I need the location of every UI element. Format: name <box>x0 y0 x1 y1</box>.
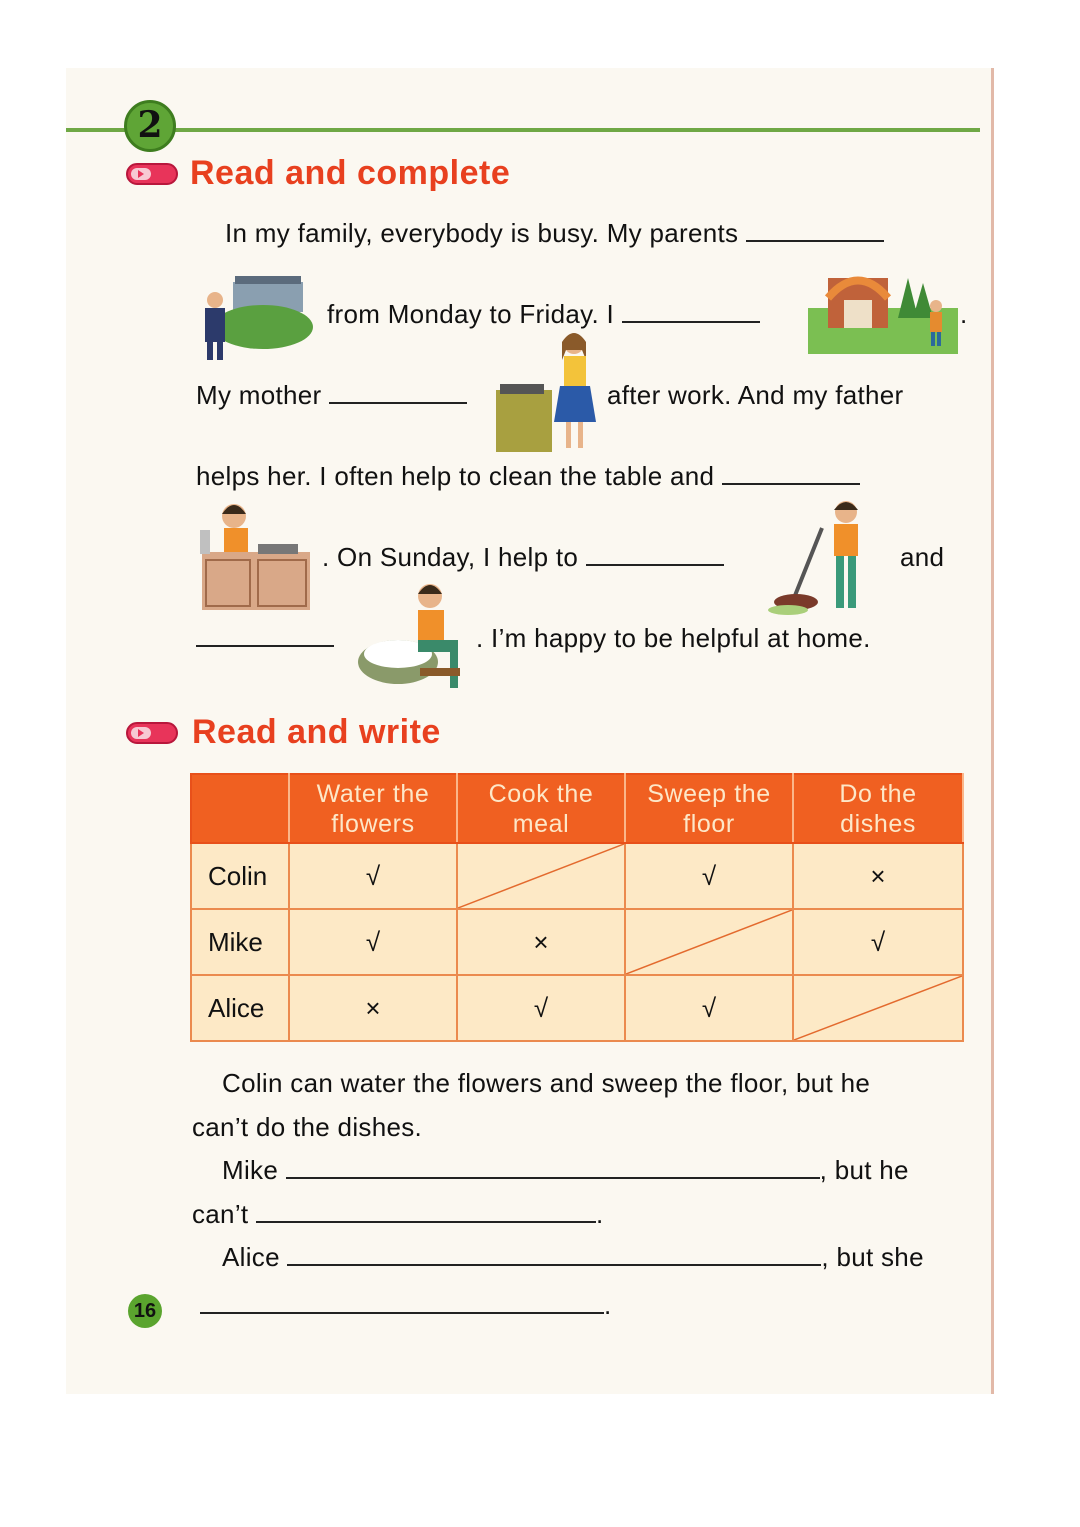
section-heading-read-and-complete: Read and complete <box>190 154 511 192</box>
column-header-sweep-floor: Sweep the floor <box>625 774 793 843</box>
page-number-badge: 16 <box>128 1294 162 1328</box>
sweeping-picture <box>768 498 886 618</box>
text-line-5b: and <box>900 542 945 572</box>
answer-blank-6[interactable] <box>196 623 334 647</box>
going-to-school-picture <box>808 258 958 354</box>
row-name-alice: Alice <box>191 975 289 1041</box>
text-line-2: from Monday to Friday. I <box>327 299 760 330</box>
diagonal-slash <box>458 844 624 908</box>
table-cell: × <box>289 975 457 1041</box>
sentence-period: . <box>960 299 968 329</box>
table-cell: √ <box>457 975 625 1041</box>
diagonal-slash <box>626 910 792 974</box>
table-row <box>191 975 963 1041</box>
diagonal-slash <box>794 976 962 1040</box>
going-to-work-picture <box>193 262 313 362</box>
mike-cant-line: can’t . <box>192 1199 604 1229</box>
text-line-3b: after work. And my father <box>607 380 904 410</box>
answer-blank-4[interactable] <box>722 461 860 485</box>
row-name-mike: Mike <box>191 909 289 975</box>
mike-can-blank[interactable] <box>286 1155 820 1179</box>
answer-blank-2[interactable] <box>622 299 760 323</box>
washing-dishes-picture <box>198 500 314 612</box>
mike-line: Mike , but he <box>222 1155 909 1185</box>
table-cell: × <box>457 909 625 975</box>
table-cell: √ <box>625 975 793 1041</box>
mike-cant-blank[interactable] <box>256 1199 596 1223</box>
audio-pill-icon[interactable] <box>126 163 178 185</box>
table-cell: √ <box>793 909 963 975</box>
text-line-4: helps her. I often help to clean the table and <box>196 461 860 492</box>
table-cell: √ <box>289 843 457 909</box>
table-cell-slashed <box>457 843 625 909</box>
chores-table <box>190 773 964 1042</box>
table-cell-slashed <box>793 975 963 1041</box>
row-name-colin: Colin <box>191 843 289 909</box>
column-header-water-flowers: Water the flowers <box>289 774 457 843</box>
audio-pill-icon[interactable] <box>126 722 178 744</box>
column-header-cook-meal: Cook the meal <box>457 774 625 843</box>
example-line-1: Colin can water the flowers and sweep the floor, but he <box>222 1068 871 1098</box>
table-cell: √ <box>289 909 457 975</box>
text-line-1: In my family, everybody is busy. My parents <box>225 218 884 249</box>
text-line-6: . I’m happy to be helpful at home. <box>476 623 871 653</box>
answer-blank-6-line <box>196 623 334 654</box>
answer-blank-5[interactable] <box>586 542 724 566</box>
alice-can-blank[interactable] <box>287 1242 821 1266</box>
text-line-3a: My mother <box>196 380 467 411</box>
table-cell: √ <box>625 843 793 909</box>
table-row <box>191 909 963 975</box>
answer-blank-1[interactable] <box>746 218 884 242</box>
unit-number-badge: 2 <box>124 100 176 152</box>
section-rule <box>66 128 980 132</box>
table-cell: × <box>793 843 963 909</box>
table-cell-slashed <box>625 909 793 975</box>
alice-cant-line: . <box>200 1290 612 1321</box>
page-edge <box>991 68 994 1394</box>
alice-cant-blank[interactable] <box>200 1290 604 1314</box>
alice-line: Alice , but she <box>222 1242 924 1272</box>
column-header-do-dishes: Do the dishes <box>793 774 963 843</box>
answer-blank-3[interactable] <box>329 380 467 404</box>
column-header-empty <box>191 774 289 843</box>
table-row <box>191 843 963 909</box>
cooking-picture <box>494 330 598 454</box>
text-line-5a: . On Sunday, I help to <box>322 542 724 573</box>
example-line-2: can’t do the dishes. <box>192 1112 423 1142</box>
washing-clothes-picture <box>356 580 468 696</box>
section-heading-read-and-write: Read and write <box>192 713 441 751</box>
